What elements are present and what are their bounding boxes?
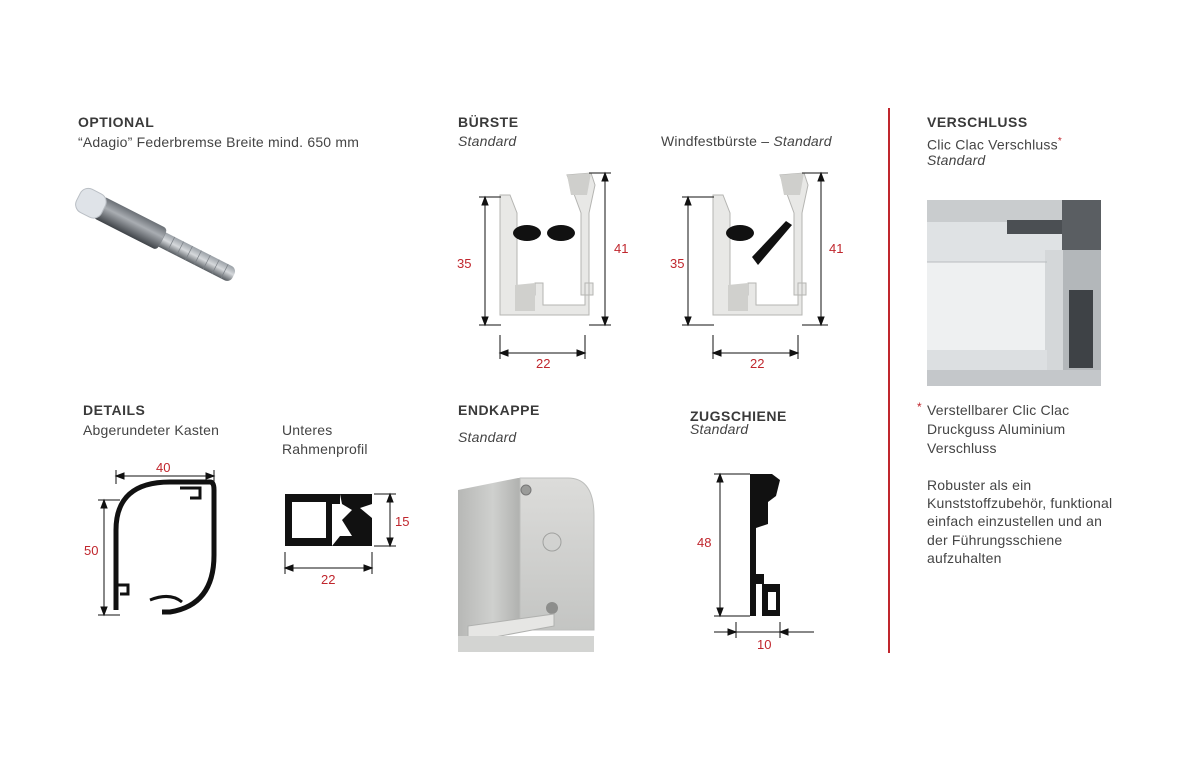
windfest-dim-41: 41 <box>829 241 844 256</box>
verschluss-desc-1: Robuster als ein <box>927 477 1032 493</box>
verschluss-note-3: Verschluss <box>927 440 997 456</box>
section-divider <box>888 108 890 653</box>
details-text: Abgerundeter Kasten <box>83 422 220 438</box>
zugschiene-drawing <box>710 466 820 641</box>
windfest-dim-35: 35 <box>670 256 685 271</box>
endkappe-sub: Standard <box>458 429 517 445</box>
verschluss-sub: Standard <box>927 152 986 168</box>
unteres-dim-22: 22 <box>321 572 336 587</box>
zugschiene-heading: ZUGSCHIENE <box>690 408 787 424</box>
buerste-dim-22: 22 <box>536 356 551 371</box>
optional-heading: OPTIONAL <box>78 114 155 130</box>
verschluss-note-asterisk: * <box>917 400 922 414</box>
verschluss-asterisk: * <box>1057 136 1062 147</box>
federbremse-image <box>70 185 260 300</box>
rahmenprofil-drawing <box>280 488 400 583</box>
optional-text: “Adagio” Federbremse Breite mind. 650 mm <box>78 134 360 150</box>
zugschiene-dim-10: 10 <box>757 637 772 652</box>
verschluss-desc-2: Kunststoffzubehör, funktional <box>927 495 1113 511</box>
buerste-heading: BÜRSTE <box>458 114 519 130</box>
verschluss-desc-4: der Führungsschiene <box>927 532 1063 548</box>
verschluss-line: Clic Clac Verschluss <box>927 136 1058 153</box>
windfest-label <box>661 132 832 151</box>
verschluss-desc-3: einfach einzustellen und an <box>927 513 1103 529</box>
buerste-dim-35: 35 <box>457 256 472 271</box>
details-dim-50: 50 <box>84 543 99 558</box>
verschluss-note-2: Druckguss Aluminium <box>927 421 1066 437</box>
unteres-dim-15: 15 <box>395 514 410 529</box>
windfest-dim-22: 22 <box>750 356 765 371</box>
windfest-profile-drawing <box>668 165 858 375</box>
unteres-line-2: Rahmenprofil <box>282 441 368 457</box>
details-dim-40: 40 <box>156 460 171 475</box>
verschluss-heading: VERSCHLUSS <box>927 114 1028 130</box>
windfest-sub: Standard <box>773 133 832 149</box>
unteres-line-1: Unteres <box>282 422 333 438</box>
zugschiene-sub: Standard <box>690 421 749 437</box>
endkappe-image <box>458 476 594 652</box>
buerste-sub: Standard <box>458 133 517 149</box>
verschluss-desc-5: aufzuhalten <box>927 550 1002 566</box>
buerste-profile-drawing <box>455 165 645 375</box>
zugschiene-dim-48: 48 <box>697 535 712 550</box>
verschluss-note-1: Verstellbarer Clic Clac <box>927 402 1070 418</box>
windfest-text: Windfestbürste – <box>661 133 774 149</box>
kasten-profile-drawing <box>90 460 230 625</box>
endkappe-heading: ENDKAPPE <box>458 402 540 418</box>
details-heading: DETAILS <box>83 402 146 418</box>
clic-clac-image <box>927 200 1101 386</box>
buerste-dim-41: 41 <box>614 241 629 256</box>
